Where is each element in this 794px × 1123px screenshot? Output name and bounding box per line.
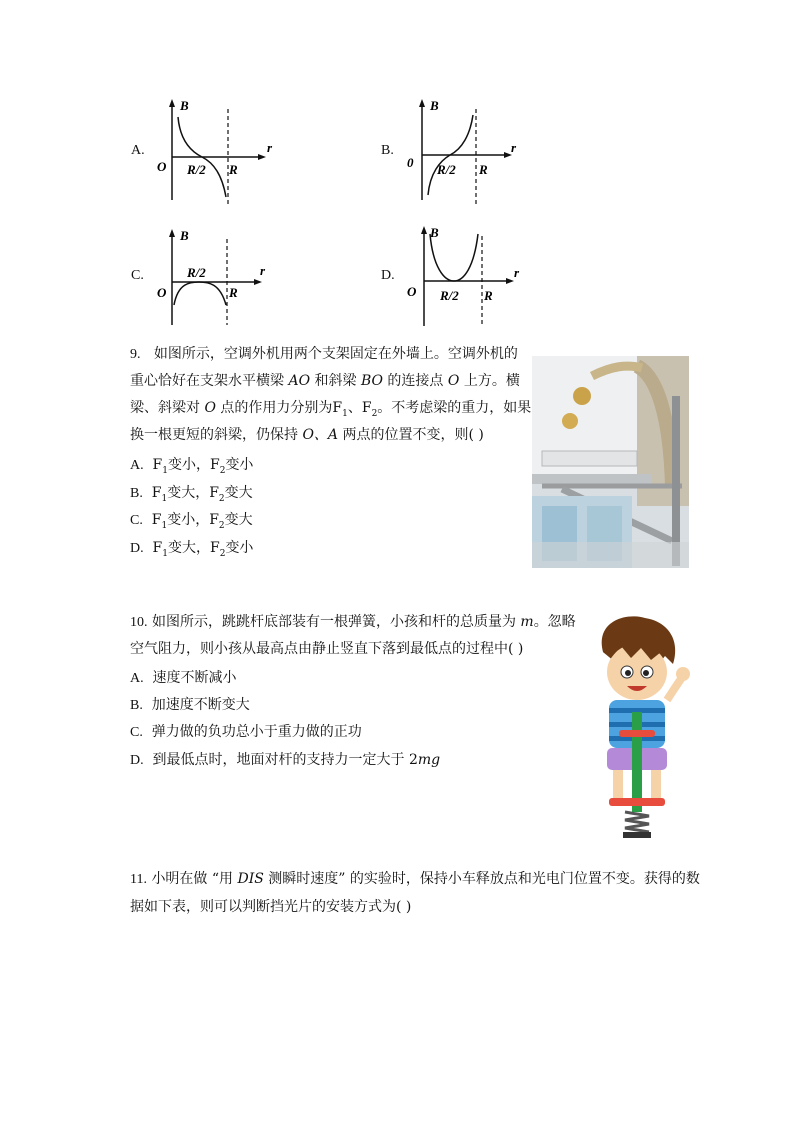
- q9-choice-letter: D.: [130, 541, 144, 556]
- q10-line-1-part: 如图所示，跳跳杆底部装有一根弹簧，小孩和杆的总质量为: [151, 614, 521, 630]
- q9-choice-text: 变大，F: [167, 485, 219, 501]
- q9-var-bo: BO: [360, 373, 383, 389]
- graph-d-curve: [430, 234, 478, 281]
- q9-line-2: [130, 371, 520, 391]
- graph-a-full-label: R: [229, 162, 238, 177]
- q10-choice-text: 到最低点时，地面对杆的支持力一定大于 2: [152, 752, 418, 768]
- graph-b-axis-y-label: B: [430, 98, 439, 113]
- q11-line-1-part: 小明在做 “用: [151, 871, 238, 887]
- q9-line-2-part: 的连接点: [382, 373, 448, 389]
- q9-choice-sub: 1: [162, 548, 168, 559]
- graph-option-c: [150, 225, 280, 330]
- q9-line-3-part: 梁、斜梁对: [130, 400, 205, 416]
- q10-choice-d[interactable]: [130, 749, 440, 769]
- graph-a-axis-x-label: r: [267, 140, 273, 155]
- graph-b-axis-x-label: r: [511, 140, 517, 155]
- graph-c-x-arrow: [254, 279, 262, 285]
- q9-choice-text: F: [151, 512, 162, 528]
- q9-choice-letter: C.: [130, 513, 143, 528]
- graph-c-curve: [174, 282, 226, 305]
- q11-line-1: [130, 869, 700, 890]
- q9-line-4-part: 两点的位置不变，则( ): [338, 427, 484, 443]
- q10-choice-a[interactable]: [130, 667, 237, 687]
- graph-c-full-label: R: [229, 285, 238, 300]
- q9-choice-text: 变小: [225, 540, 254, 556]
- graph-a-y-arrow: [169, 99, 175, 107]
- q9-choice-a[interactable]: [130, 454, 253, 476]
- q9-sub: 1: [342, 408, 348, 419]
- q9-choice-sub: 1: [161, 493, 168, 504]
- q10-choice-letter: C.: [130, 725, 143, 740]
- q9-choice-d[interactable]: [130, 537, 253, 559]
- q11-number: 11.: [130, 872, 147, 887]
- q10-choice-letter: B.: [130, 698, 143, 713]
- graph-d-half-label: R/2: [440, 288, 459, 303]
- q9-var-ao: AO: [288, 373, 311, 389]
- q9-var-o: O: [447, 373, 460, 389]
- q9-choice-sub: 1: [161, 520, 168, 531]
- graph-option-d: [400, 222, 530, 330]
- q9-choice-sub: 2: [219, 465, 226, 476]
- graph-d-origin-label: O: [407, 284, 417, 299]
- q9-choice-sub: 1: [162, 465, 168, 476]
- option-c-letter: C.: [131, 268, 144, 283]
- q9-line-4-part: 换一根更短的斜梁，仍保持: [130, 427, 303, 443]
- q9-choice-sub: 2: [218, 493, 225, 504]
- q9-choice-text: 变小，F: [167, 512, 219, 528]
- q9-line-2-part: 和斜梁: [310, 373, 361, 389]
- q9-var-oa: O、A: [302, 427, 339, 443]
- air-conditioner-bracket-photo: [532, 356, 689, 568]
- q10-choice-letter: A.: [130, 671, 144, 686]
- q9-choice-text: F: [152, 540, 163, 556]
- graph-d-y-arrow: [421, 226, 427, 234]
- q9-choice-letter: B.: [130, 486, 143, 501]
- q10-number: 10.: [130, 615, 148, 630]
- graph-c-origin-label: O: [157, 285, 167, 300]
- graph-c-axis-y-label: B: [180, 228, 189, 243]
- q10-line-1: [130, 612, 576, 633]
- q10-choice-text: 速度不断减小: [152, 670, 237, 686]
- graph-a-axis-y-label: B: [180, 98, 189, 113]
- q9-line-2-part: 上方。横: [459, 373, 520, 389]
- q10-var-mg: mg: [417, 752, 441, 768]
- graph-option-b: [400, 95, 530, 205]
- q9-number: 9.: [130, 347, 141, 362]
- graph-d-axis-x-label: r: [514, 265, 520, 280]
- q9-choice-text: F: [151, 485, 162, 501]
- q9-choice-b[interactable]: [130, 482, 253, 504]
- q9-choice-text: 变大，F: [167, 540, 220, 556]
- graph-d-full-label: R: [484, 288, 493, 303]
- q11-var-dis: DIS: [237, 871, 264, 887]
- child-pogo-stick-illustration: [585, 612, 690, 842]
- q10-choice-letter: D.: [130, 753, 144, 768]
- q11-line-1-part: 测瞬时速度” 的实验时，保持小车释放点和光电门位置不变。获得的数: [263, 871, 700, 887]
- q9-line-3: [130, 398, 531, 424]
- q9-choice-sub: 2: [218, 520, 225, 531]
- option-a-letter: A.: [131, 143, 145, 158]
- graph-b-half-label: R/2: [437, 162, 456, 177]
- q9-line-4: [130, 425, 484, 445]
- graph-a-origin-label: O: [157, 159, 167, 174]
- q10-line-2: 空气阻力，则小孩从最高点由静止竖直下落到最低点的过程中( ): [130, 641, 524, 657]
- q10-line-1-part: 。忽略: [533, 614, 576, 630]
- q9-var-o: O: [204, 400, 216, 416]
- graph-d-axis-y-label: B: [430, 225, 439, 240]
- graph-b-full-label: R: [479, 162, 488, 177]
- q9-line-1: [130, 344, 518, 365]
- graph-d-x-arrow: [506, 278, 514, 284]
- graph-option-a: [150, 95, 280, 205]
- q10-var-m: m: [520, 614, 534, 630]
- option-d-letter: D.: [381, 268, 395, 283]
- q10-choice-b[interactable]: [130, 694, 250, 714]
- q9-choice-text: 变大: [224, 512, 253, 528]
- q9-choice-c[interactable]: [130, 509, 253, 531]
- graph-b-origin-label: 0: [407, 155, 414, 170]
- q10-choice-c[interactable]: [130, 721, 362, 741]
- q9-sub: 2: [371, 408, 378, 419]
- q9-choice-letter: A.: [130, 458, 144, 473]
- q9-choice-sub: 2: [219, 548, 226, 559]
- q10-choice-text: 弹力做的负功总小于重力做的正功: [151, 724, 362, 740]
- option-b-letter: B.: [381, 143, 394, 158]
- graph-b-y-arrow: [419, 99, 425, 107]
- q9-line-1-text: 如图所示，空调外机用两个支架固定在外墙上。空调外机的: [153, 346, 518, 362]
- graph-c-axis-x-label: r: [260, 263, 266, 278]
- q9-choice-text: 变小，F: [167, 457, 220, 473]
- q9-line-3-part: 点的作用力分别为F: [215, 400, 343, 416]
- q9-choice-text: F: [152, 457, 163, 473]
- q9-choice-text: 变小: [225, 457, 254, 473]
- q10-choice-text: 加速度不断变大: [151, 697, 250, 713]
- graph-c-half-label: R/2: [187, 265, 206, 280]
- q9-choice-text: 变大: [224, 485, 253, 501]
- graph-a-x-arrow: [258, 154, 266, 160]
- q9-line-3-part: 、F: [347, 400, 372, 416]
- graph-c-y-arrow: [169, 229, 175, 237]
- q9-line-2-part: 重心恰好在支架水平横梁: [130, 373, 289, 389]
- q9-line-3-part: 。不考虑梁的重力，如果: [377, 400, 532, 416]
- graph-a-half-label: R/2: [187, 162, 206, 177]
- q11-line-2: 据如下表，则可以判断挡光片的安装方式为( ): [130, 899, 412, 915]
